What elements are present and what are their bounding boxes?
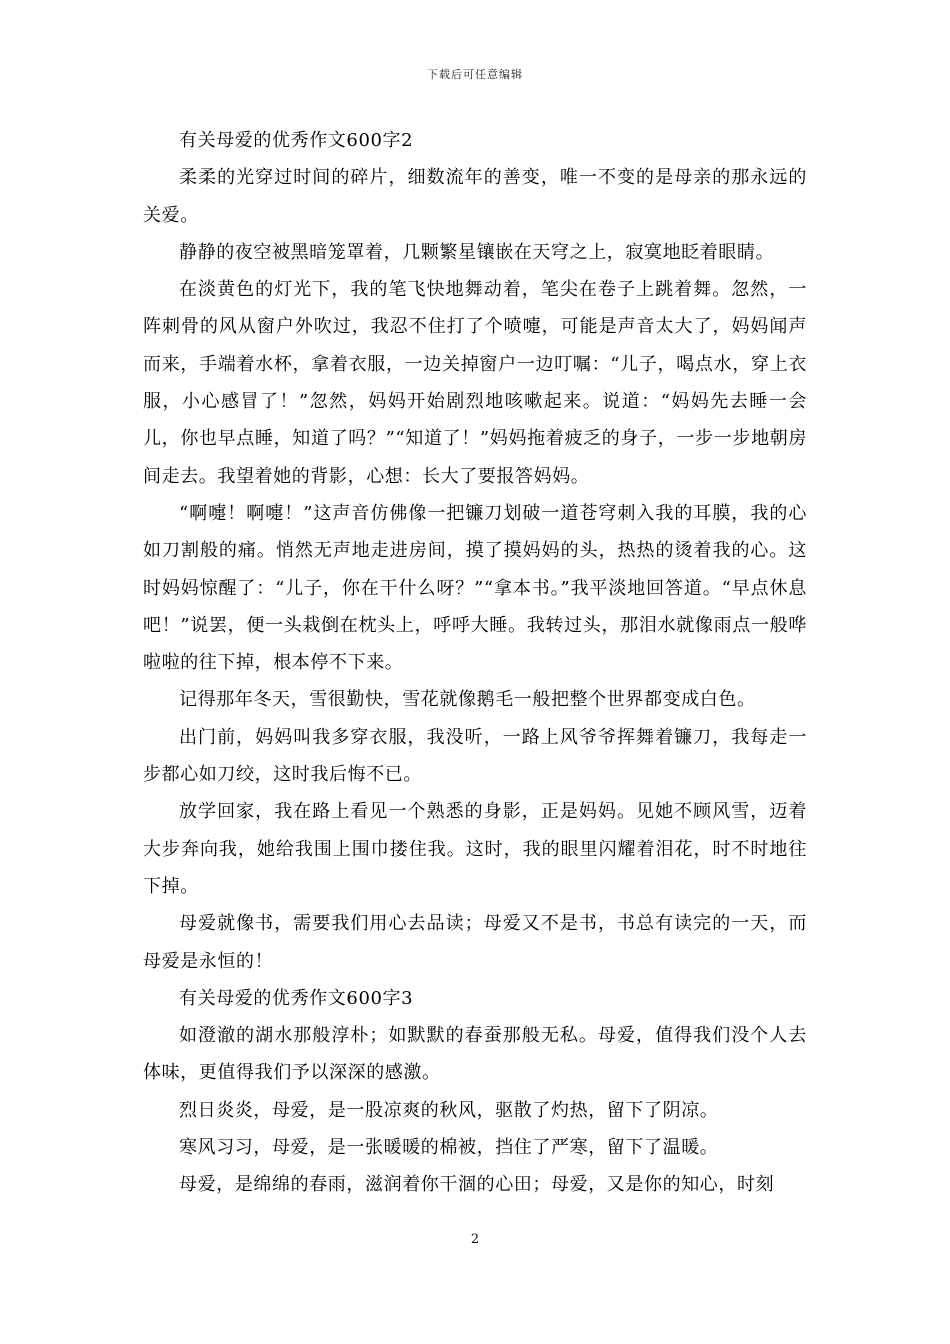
paragraph: 母爱就像书，需要我们用心去品读；母爱又不是书，书总有读完的一天，而母爱是永恒的！ xyxy=(143,913,807,972)
paragraph: 寒风习习，母爱，是一张暖暖的棉被，挡住了严寒，留下了温暖。 xyxy=(179,1137,719,1159)
essay-heading-2: 有关母爱的优秀作文600字2 xyxy=(179,130,414,151)
paragraph: 记得那年冬天，雪很勤快，雪花就像鹅毛一般把整个世界都变成白色。 xyxy=(179,689,756,711)
paragraph: 放学回家，我在路上看见一个熟悉的身影，正是妈妈。见她不顾风雪，迈着大步奔向我，她给我围上围巾搂住我。这时，我的眼里闪耀着泪花，时不时地往下掉。 xyxy=(143,801,807,897)
paragraph: 母爱，是绵绵的春雨，滋润着你干涸的心田；母爱，又是你的知心，时刻 xyxy=(179,1174,775,1196)
paragraph: 烈日炎炎，母爱，是一股凉爽的秋风，驱散了灼热，留下了阴凉。 xyxy=(179,1099,719,1121)
paragraph: 静静的夜空被黑暗笼罩着，几颗繁星镶嵌在天穹之上，寂寞地眨着眼睛。 xyxy=(179,241,775,263)
essay-heading-3: 有关母爱的优秀作文600字3 xyxy=(179,987,414,1009)
paragraph: 柔柔的光穿过时间的碎片，细数流年的善变，唯一不变的是母亲的那永远的关爱。 xyxy=(143,167,807,226)
paragraph: 在淡黄色的灯光下，我的笔飞快地舞动着，笔尖在卷子上跳着舞。忽然，一阵刺骨的风从窗户外吹过，我忍不住打了个喷嚏，可能是声音太大了，妈妈闻声而来，手端着水杯，拿着衣服，一边关掉窗户一边叮嘱：“儿子，喝点水，穿上衣服，小心感冒了！”忽然，妈妈开始剧烈地咳嗽起来。说道：“妈妈先去睡一会儿，你也早点睡，知道了吗？”“知道了！”妈妈拖着疲乏的身子，一步一步地朝房间走去。我望着她的背影，心想：长大了要报答妈妈。 xyxy=(143,279,807,487)
document-body xyxy=(143,122,807,1204)
paragraph: “啊嚏！啊嚏！”这声音仿佛像一把镰刀划破一道苍穹刺入我的耳膜，我的心如刀割般的痛。悄然无声地走进房间，摸了摸妈妈的头，热热的烫着我的心。这时妈妈惊醒了：“儿子，你在干什么呀？”“拿本书。”我平淡地回答道。“早点休息吧！”说罢，便一头栽倒在枕头上，呼呼大睡。我转过头，那泪水就像雨点一般哗啦啦的往下掉，根本停不下来。 xyxy=(143,502,807,674)
paragraph: 如澄澈的湖水那般淳朴；如默默的春蚕那般无私。母爱，值得我们没个人去体味，更值得我们予以深深的感激。 xyxy=(143,1025,807,1084)
paragraph: 出门前，妈妈叫我多穿衣服，我没听，一路上风爷爷挥舞着镰刀，我每走一步都心如刀绞，这时我后悔不已。 xyxy=(143,726,807,786)
page-number: 2 xyxy=(470,1232,480,1247)
page-header: 下载后可任意编辑 xyxy=(427,68,523,81)
